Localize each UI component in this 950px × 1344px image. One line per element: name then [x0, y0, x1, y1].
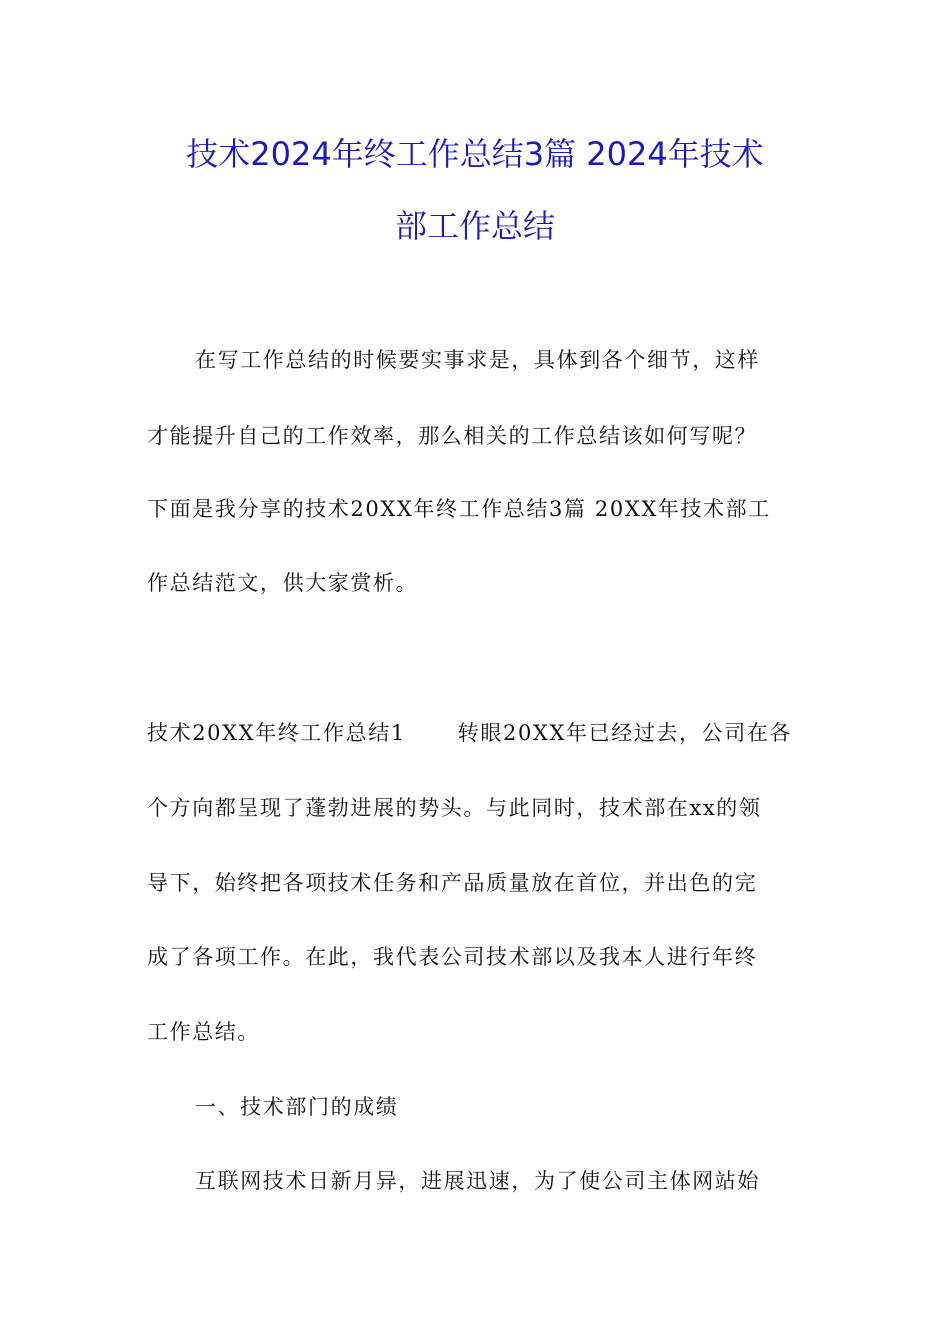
section1-line-4: 成了各项工作。在此，我代表公司技术部以及我本人进行年终 — [147, 945, 758, 969]
paragraph2-line-1: 互联网技术日新月异，进展迅速，为了使公司主体网站始 — [195, 1169, 760, 1193]
section1-heading: 技术20XX年终工作总结1 — [147, 721, 406, 745]
section1-line-2: 个方向都呈现了蓬勃进展的势头。与此同时，技术部在xx的领 — [147, 796, 762, 820]
section1-first-line — [147, 718, 807, 748]
intro-line-2: 才能提升自己的工作效率，那么相关的工作总结该如何写呢？ — [147, 424, 758, 448]
section1-line-5: 工作总结。 — [147, 1020, 260, 1044]
document-title-line-1: 技术2024年终工作总结3篇 2024年技术 — [186, 135, 764, 173]
section1-line-3: 导下，始终把各项技术任务和产品质量放在首位，并出色的完 — [147, 871, 758, 895]
intro-line-3: 下面是我分享的技术20XX年终工作总结3篇 20XX年技术部工 — [147, 497, 771, 521]
section1-first-line-text: 转眼20XX年已经过去，公司在各 — [457, 721, 793, 745]
subheading-achievements: 一、技术部门的成绩 — [195, 1095, 399, 1119]
intro-line-1: 在写工作总结的时候要实事求是，具体到各个细节，这样 — [195, 348, 760, 372]
intro-line-4: 作总结范文，供大家赏析。 — [147, 571, 419, 595]
document-title-line-2: 部工作总结 — [394, 207, 555, 245]
